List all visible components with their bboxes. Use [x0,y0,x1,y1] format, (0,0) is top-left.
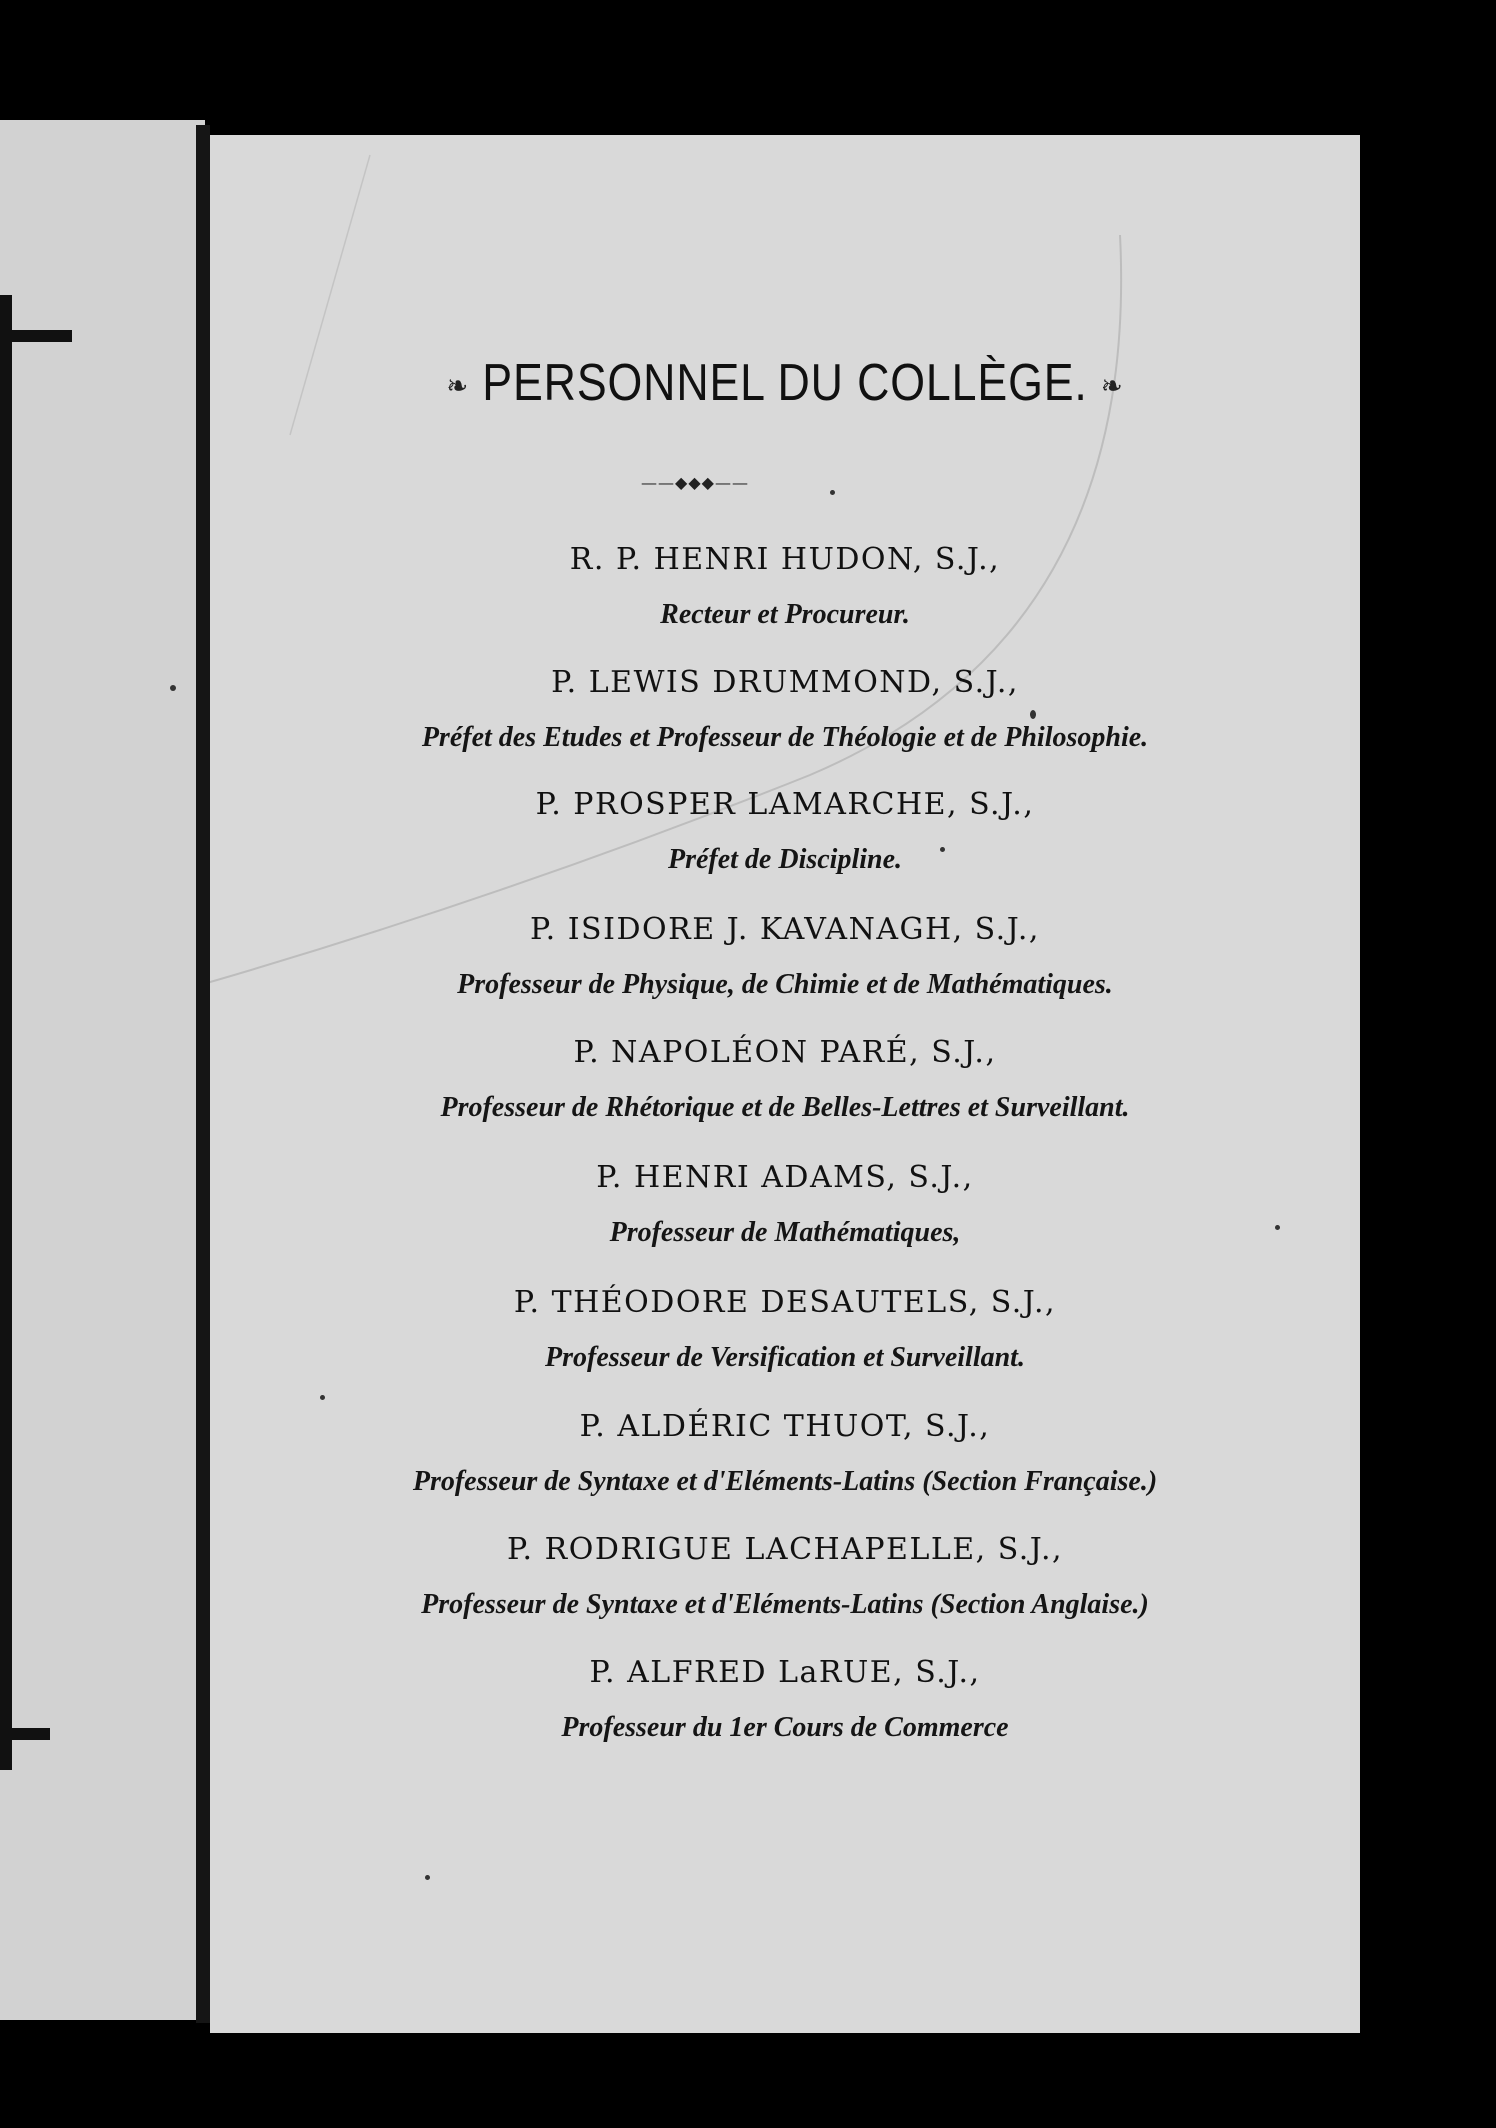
staff-entry [210,1035,1360,1123]
staff-role: Professeur du 1er Cours de Commerce [561,1712,1009,1743]
staff-entry [210,665,1360,753]
fleuron-left-icon: ❧ [446,369,470,403]
paper-speck [1275,1225,1280,1230]
staff-entry [210,912,1360,1000]
paper-speck [170,685,176,691]
page-binding-edge [196,125,210,2023]
staff-role: Professeur de Versification et Surveillant. [545,1342,1025,1373]
staff-role: Professeur de Mathématiques, [609,1217,961,1248]
paper-speck [425,1875,430,1880]
staff-name: P. THÉODORE DESAUTELS, S.J., [513,1285,1057,1320]
staff-entry [210,1409,1360,1497]
staff-name: P. LEWIS DRUMMOND, S.J., [551,665,1019,700]
left-page-cross-vertical [0,295,12,1770]
left-page-cross-arm-top [0,330,72,342]
document-page [210,135,1360,2033]
ornamental-divider: ——◆◆◆—— [641,473,749,492]
left-page-cross-arm-bottom [0,1728,50,1740]
paper-speck [830,490,835,495]
staff-role: Professeur de Syntaxe et d'Eléments-Latins (Section Anglaise.) [421,1589,1149,1620]
staff-entry [210,1160,1360,1248]
staff-name: P. NAPOLÉON PARÉ, S.J., [573,1035,997,1070]
staff-role: Préfet des Etudes et Professeur de Théologie et de Philosophie. [421,722,1149,753]
staff-name: P. ISIDORE J. KAVANAGH, S.J., [530,912,1040,947]
fleuron-right-icon: ❧ [1100,369,1124,403]
staff-role: Recteur et Procureur. [660,599,910,630]
staff-name: P. ALFRED LaRUE, S.J., [589,1655,981,1690]
staff-name: P. PROSPER LAMARCHE, S.J., [535,787,1035,822]
staff-name: P. ALDÉRIC THUOT, S.J., [579,1409,991,1444]
staff-entry [210,542,1360,630]
staff-name: R. P. HENRI HUDON, S.J., [569,542,1001,577]
page-title: PERSONNEL DU COLLÈGE. [482,354,1088,412]
staff-role: Professeur de Syntaxe et d'Eléments-Latins (Section Française.) [412,1466,1158,1497]
staff-role: Professeur de Physique, de Chimie et de Mathématiques. [457,969,1113,1000]
staff-role: Professeur de Rhétorique et de Belles-Lettres et Surveillant. [440,1092,1130,1123]
paper-speck [940,847,945,852]
staff-entry [210,1532,1360,1620]
staff-entry [210,1285,1360,1373]
staff-name: P. RODRIGUE LACHAPELLE, S.J., [506,1532,1064,1567]
staff-role: Préfet de Discipline. [667,844,903,875]
staff-entry [210,1655,1360,1743]
staff-name: P. HENRI ADAMS, S.J., [596,1160,974,1195]
paper-speck [320,1395,325,1400]
staff-entry [210,787,1360,875]
paper-speck [1030,710,1036,719]
page-title-row [291,353,1280,413]
